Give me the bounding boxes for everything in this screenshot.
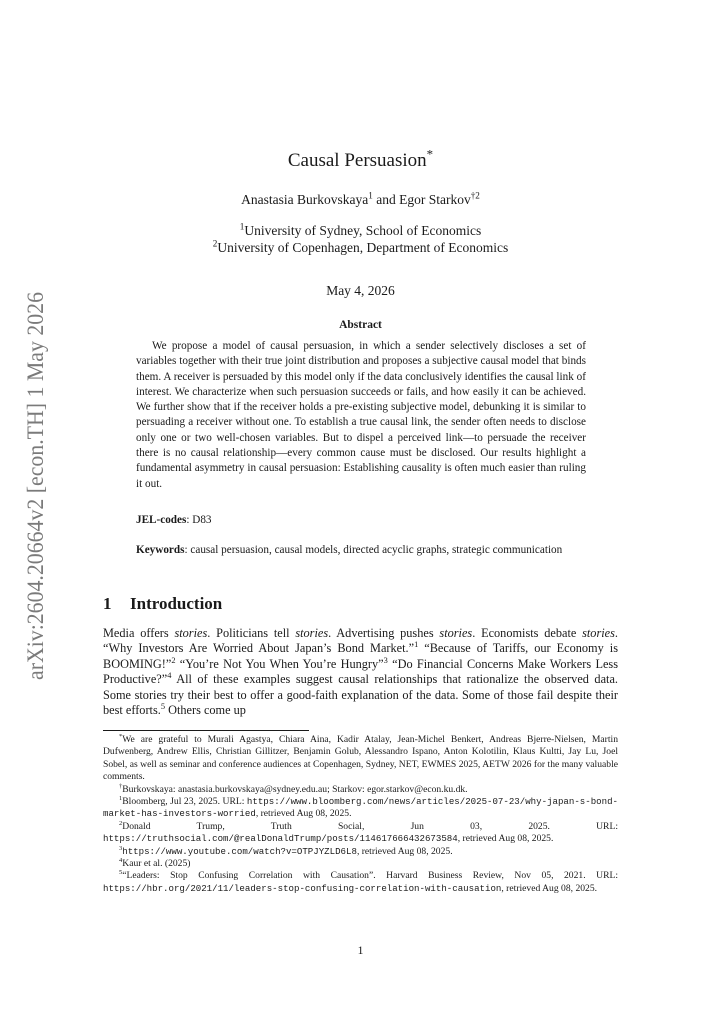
intro-text: . Politicians tell bbox=[207, 626, 296, 640]
keywords bbox=[136, 543, 586, 558]
footnote-star bbox=[103, 734, 618, 784]
footnote-mark: 4 bbox=[119, 856, 123, 864]
paper-title bbox=[0, 146, 721, 172]
footnote-ref-3[interactable]: 3 bbox=[383, 655, 388, 665]
author-1-mark: 1 bbox=[368, 190, 373, 201]
affiliation-2-text: University of Copenhagen, Department of Economics bbox=[217, 240, 509, 255]
footnote-mark: † bbox=[119, 782, 123, 790]
paper-title-text: Causal Persuasion bbox=[287, 150, 427, 171]
footnote-ref-5[interactable]: 5 bbox=[160, 701, 166, 711]
author-line bbox=[0, 192, 721, 208]
intro-text: . Advertising pushes bbox=[328, 626, 440, 640]
abstract-heading: Abstract bbox=[339, 319, 382, 331]
footnote-link[interactable]: https://hbr.org/2021/11/leaders-stop-confusing-correlation-with-causation bbox=[103, 882, 502, 894]
intro-text: . “Why Investors Are Worried About Japan’s Bond Market.” bbox=[103, 626, 618, 656]
footnote-text: , retrieved Aug 08, 2025. bbox=[501, 882, 598, 894]
footnote-1 bbox=[103, 796, 618, 821]
intro-paragraph bbox=[103, 626, 618, 718]
footnote-text: Donald Trump, Truth Social, Jun 03, 2025. URL: bbox=[122, 820, 618, 832]
footnotes bbox=[103, 734, 618, 895]
jel-value: : D83 bbox=[186, 514, 212, 526]
intro-emphasis: stories bbox=[439, 626, 473, 640]
footnote-ref-4[interactable]: 4 bbox=[167, 671, 172, 681]
section-number: 1 bbox=[103, 594, 112, 613]
footnote-mark: 5 bbox=[119, 869, 123, 877]
jel-label: JEL-codes bbox=[136, 514, 187, 526]
footnote-link[interactable]: https://truthsocial.com/@realDonaldTrump/posts/114617666432673584 bbox=[103, 833, 458, 845]
affiliation-2 bbox=[0, 239, 721, 256]
footnote-5 bbox=[103, 870, 618, 895]
footnote-mark: * bbox=[119, 732, 123, 740]
footnote-3 bbox=[103, 846, 618, 858]
intro-emphasis: stories bbox=[174, 626, 208, 640]
footnote-mark: 2 bbox=[119, 819, 123, 827]
intro-text: “Do Financial Concerns Make Workers Less Productive?” bbox=[103, 656, 618, 687]
jel-codes bbox=[136, 514, 586, 526]
intro-text: Others come up bbox=[165, 703, 246, 718]
section-title: Introduction bbox=[130, 594, 223, 613]
author-1-name: Anastasia Burkovskaya bbox=[241, 192, 369, 207]
footnote-mark: 3 bbox=[119, 844, 123, 852]
footnote-rule bbox=[103, 730, 309, 731]
title-footnote-mark: * bbox=[426, 146, 434, 162]
arxiv-identifier-svg bbox=[12, 290, 56, 680]
intro-emphasis: stories bbox=[295, 626, 329, 640]
footnote-text: Burkovskaya: anastasia.burkovskaya@sydney.edu.au; Starkov: egor.starkov@econ.ku.dk. bbox=[122, 783, 468, 795]
footnote-link[interactable]: https://www.bloomberg.com/news/articles/2025-07-23/why-japan-s-bond-market-has-investors-worried bbox=[103, 796, 618, 820]
footnote-text: Bloomberg, Jul 23, 2025. URL: bbox=[122, 796, 247, 808]
author-conjunction: and bbox=[372, 192, 400, 207]
abstract-body: We propose a model of causal persuasion, in which a sender selectively discloses a set of variables together with their true joint distribution and proposes a subjective causal model that binds them. A receiver is persuaded by this model only if the data conclusively identifies the causal link of interest. We characterize when such persuasion succeeds or fails, and how easily it can be achieved. We further show that if the receiver holds a pre-existing subjective model, debunking it is similar to persuading a receiver without one. To establish a true causal link, the sender often needs to disclose only one or two well-chosen variables. But to dispel a perceived link—to persuade the receiver there is no causal relationship—every common cause must be disclosed. Our results highlight a fundamental asymmetry in causal persuasion: Establishing causality is often much easier than ruling it out. bbox=[136, 340, 586, 490]
footnote-text: , retrieved Aug 08, 2025. bbox=[255, 808, 352, 820]
intro-emphasis: stories bbox=[582, 626, 615, 640]
affiliation-2-mark: 2 bbox=[212, 238, 218, 249]
intro-text: Media offers bbox=[103, 626, 175, 640]
footnote-ref-1[interactable]: 1 bbox=[414, 640, 419, 650]
author-2-mark: †2 bbox=[470, 190, 480, 201]
section-heading bbox=[103, 594, 222, 614]
footnote-text: We are grateful to Murali Agastya, Chiara Aina, Kadir Atalay, Jean-Michel Benkert, Andreas Bjerre-Nielsen, Martin Dufwenberg, Andrew Ellis, Christian Gillitzer, Benjamin Golub, Alessandro Ispano, Anton Kolotilin, Klaus Kultti, Jay Lu, Joel Sobel, as well as seminar and conference audiences at Copenhagen, Sydney, NET, EWMES 2025, AETW 2026 for the many valuable comments. bbox=[103, 734, 618, 783]
footnote-text: , retrieved Aug 08, 2025. bbox=[457, 833, 554, 845]
footnote-text: , retrieved Aug 08, 2025. bbox=[356, 845, 453, 857]
arxiv-identifier-text: arXiv:2604.20664v2 [econ.TH] 1 May 2026 bbox=[23, 290, 48, 680]
keywords-label: Keywords bbox=[136, 544, 185, 556]
footnote-ref-2[interactable]: 2 bbox=[171, 655, 176, 665]
author-2-name: Egor Starkov bbox=[399, 192, 471, 207]
footnote-link[interactable]: https://www.youtube.com/watch?v=OTPJYZLD6L8 bbox=[122, 845, 357, 857]
affiliation-1-mark: 1 bbox=[239, 221, 245, 232]
affiliation-1 bbox=[0, 222, 721, 239]
intro-text: “You’re Not You When You’re Hungry” bbox=[175, 656, 384, 671]
intro-text: All of these examples suggest causal relationships that rationalize the observed data. Some stories try their best to offer a good-faith explanation of the data. Some of those fail despite their best efforts. bbox=[103, 672, 618, 718]
arxiv-identifier bbox=[12, 290, 56, 680]
footnote-2 bbox=[103, 821, 618, 846]
footnote-text: Kaur et al. (2025) bbox=[122, 858, 191, 870]
affiliation-1-text: University of Sydney, School of Economics bbox=[244, 223, 482, 238]
paper-date: May 4, 2026 bbox=[326, 283, 395, 298]
keywords-value: : causal persuasion, causal models, directed acyclic graphs, strategic communication bbox=[184, 544, 563, 556]
page-number: 1 bbox=[357, 943, 364, 957]
footnote-4 bbox=[103, 858, 618, 870]
footnote-dagger bbox=[103, 784, 618, 796]
intro-text: “Because of Tariffs, our Economy is BOOMING!” bbox=[103, 641, 618, 671]
intro-text: . Economists debate bbox=[472, 626, 583, 640]
affiliations bbox=[0, 222, 721, 256]
footnote-mark: 1 bbox=[119, 794, 123, 802]
footnote-text: “Leaders: Stop Confusing Correlation with Causation”. Harvard Business Review, Nov 05, 2021. URL: bbox=[122, 870, 618, 882]
